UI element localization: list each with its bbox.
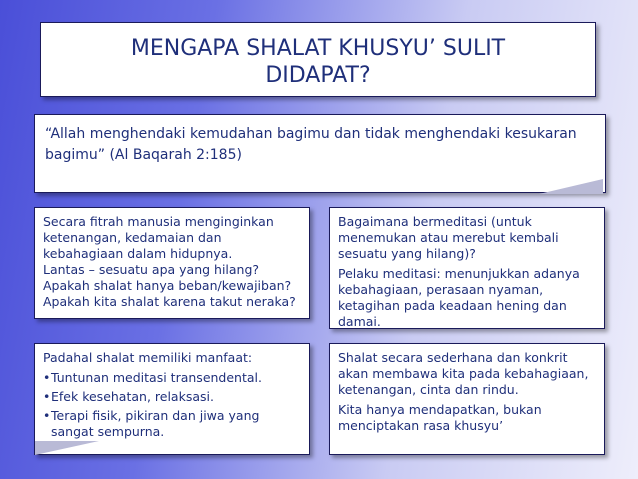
manfaat-bullet-1 bbox=[43, 370, 301, 386]
meditasi-p1-line-2: menemukan atau merebut kembali bbox=[338, 230, 559, 245]
manfaat-bullet-3-line-2: sangat sempurna. bbox=[51, 424, 165, 439]
fitrah-line-4: Lantas – sesuatu apa yang hilang? bbox=[43, 262, 260, 277]
meditasi-p2-line-4: damai. bbox=[338, 314, 381, 329]
fitrah-box bbox=[34, 207, 310, 319]
manfaat-bullet-3-line-1: Terapi fisik, pikiran dan jiwa yang bbox=[51, 408, 260, 423]
kesimpulan-p1-line-2: akan membawa kita pada kebahagiaan, bbox=[338, 366, 589, 381]
bullet-icon: • bbox=[43, 370, 51, 385]
manfaat-bullet-2-text: Efek kesehatan, relaksasi. bbox=[51, 389, 214, 404]
meditasi-box bbox=[329, 207, 605, 329]
meditasi-paragraph-1 bbox=[338, 214, 596, 262]
manfaat-bullet-3 bbox=[43, 408, 301, 440]
fitrah-line-5: Apakah shalat hanya beban/kewajiban? bbox=[43, 278, 292, 293]
slide-title-box bbox=[40, 22, 596, 97]
meditasi-p1-line-1: Bagaimana bermeditasi (untuk bbox=[338, 214, 532, 229]
quote-box bbox=[34, 114, 606, 193]
kesimpulan-p1-line-1: Shalat secara sederhana dan konkrit bbox=[338, 350, 568, 365]
kesimpulan-p2-line-2: menciptakan rasa khusyu’ bbox=[338, 418, 504, 433]
quote-line-2: bagimu” (Al Baqarah 2:185) bbox=[45, 147, 242, 163]
kesimpulan-paragraph-2 bbox=[338, 402, 596, 434]
fitrah-line-1: Secara fitrah manusia menginginkan bbox=[43, 214, 274, 229]
quote-box-folded-corner bbox=[539, 179, 603, 194]
manfaat-bullet-2 bbox=[43, 389, 301, 405]
meditasi-p2-line-1: Pelaku meditasi: menunjukkan adanya bbox=[338, 266, 580, 281]
manfaat-intro: Padahal shalat memiliki manfaat: bbox=[43, 350, 253, 365]
meditasi-p2-line-3: ketagihan pada keadaan hening dan bbox=[338, 298, 567, 313]
manfaat-box bbox=[34, 343, 310, 455]
kesimpulan-box bbox=[329, 343, 605, 455]
meditasi-p1-line-3: sesuatu yang hilang)? bbox=[338, 246, 476, 261]
bullet-icon: • bbox=[43, 408, 51, 423]
bullet-icon: • bbox=[43, 389, 51, 404]
fitrah-line-6: Apakah kita shalat karena takut neraka? bbox=[43, 294, 296, 309]
slide-title-line-2: DIDAPAT? bbox=[265, 63, 371, 88]
kesimpulan-paragraph-1 bbox=[338, 350, 596, 398]
slide-title-line-1: MENGAPA SHALAT KHUSYU’ SULIT bbox=[130, 36, 506, 61]
fitrah-line-2: ketenangan, kedamaian dan bbox=[43, 230, 222, 245]
manfaat-bullet-1-text: Tuntunan meditasi transendental. bbox=[51, 370, 262, 385]
meditasi-p2-line-2: kebahagiaan, perasaan nyaman, bbox=[338, 282, 544, 297]
manfaat-box-folded-corner bbox=[35, 441, 99, 455]
meditasi-paragraph-2 bbox=[338, 266, 596, 330]
quote-line-1: “Allah menghendaki kemudahan bagimu dan tidak menghendaki kesukaran bbox=[45, 126, 577, 142]
fitrah-line-3: kebahagiaan dalam hidupnya. bbox=[43, 246, 233, 261]
kesimpulan-p2-line-1: Kita hanya mendapatkan, bukan bbox=[338, 402, 542, 417]
kesimpulan-p1-line-3: ketenangan, cinta dan rindu. bbox=[338, 382, 519, 397]
